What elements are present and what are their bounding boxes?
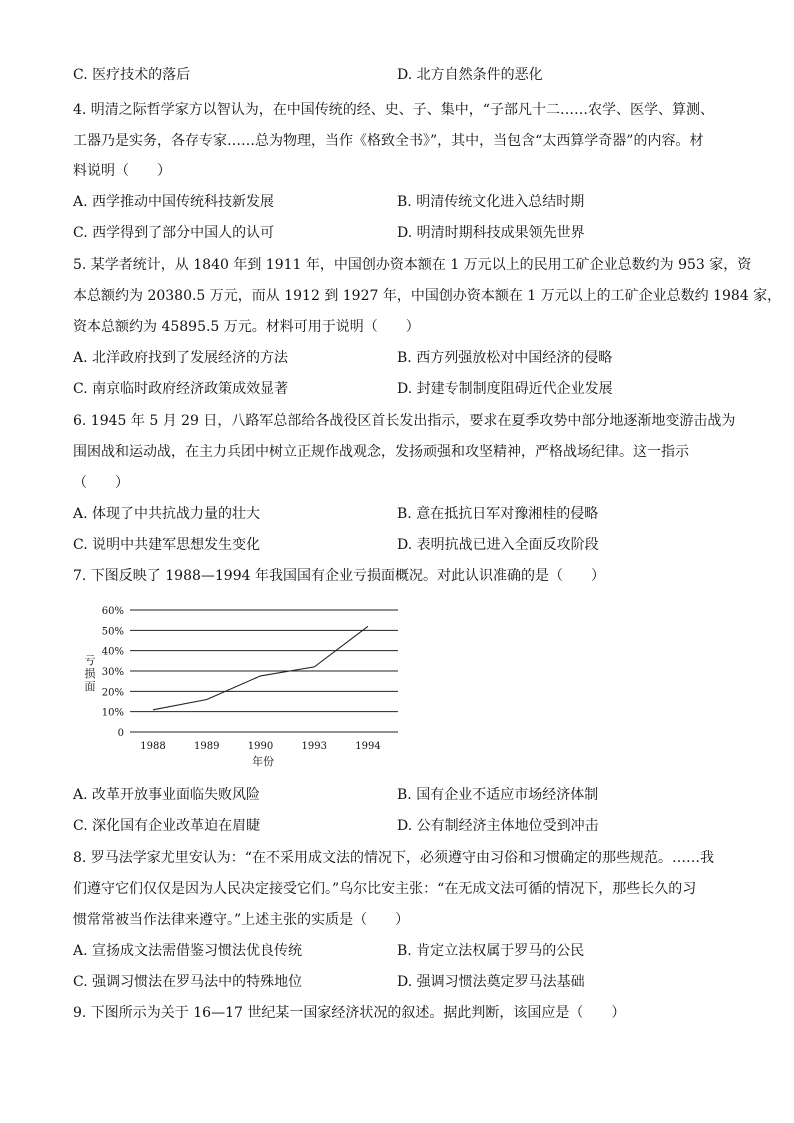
q4-stem-line-3: 料说明（ ） — [73, 163, 171, 179]
q6-stem-line-1: 6. 1945 年 5 月 29 日，八路军总部给各战役区首长发出指示，要求在夏季攻势中部分地逐渐地变游击战为 — [73, 413, 736, 429]
chart-x-tick-label: 1989 — [194, 741, 220, 752]
q8-option-d: D. 强调习惯法奠定罗马法基础 — [397, 974, 585, 990]
chart-x-axis-label: 年份 — [252, 755, 274, 768]
chart-y-tick-label: 20% — [101, 687, 124, 699]
q4-option-a: A. 西学推动中国传统科技新发展 — [73, 194, 275, 210]
q5-option-c: C. 南京临时政府经济政策成效显著 — [73, 381, 289, 397]
chart-y-tick-label: 60% — [101, 606, 124, 617]
q6-stem-line-2: 围困战和运动战，在主力兵团中树立正规作战观念，发扬顽强和攻坚精神，严格战场纪律。这一指示 — [73, 444, 689, 460]
chart-x-tick-label: 1994 — [355, 741, 381, 752]
chart-y-tick-label: 50% — [101, 626, 124, 638]
q5-option-a: A. 北洋政府找到了发展经济的方法 — [73, 350, 289, 366]
q6-option-d: D. 表明抗战已进入全面反攻阶段 — [397, 537, 599, 553]
q6-option-a: A. 体现了中共抗战力量的壮大 — [73, 506, 261, 522]
chart-y-tick-labels — [102, 606, 124, 739]
chart-x-tick-label: 1993 — [301, 741, 327, 752]
chart-x-tick-label: 1988 — [140, 741, 166, 752]
chart-y-axis-label — [85, 654, 96, 693]
q3-option-d: D. 北方自然条件的恶化 — [397, 67, 543, 83]
chart-y-axis-label-char: 亏 — [84, 654, 96, 667]
chart-y-axis-label-char: 损 — [84, 667, 96, 680]
q4-option-d: D. 明清时期科技成果领先世界 — [397, 225, 585, 241]
q4-stem-line-1: 4. 明清之际哲学家方以智认为，在中国传统的经、史、子、集中，“子部凡十二……农学、医学、算测、 — [73, 102, 714, 118]
q8-option-c: C. 强调习惯法在罗马法中的特殊地位 — [73, 974, 303, 990]
chart-y-tick-label: 40% — [101, 646, 124, 658]
chart-gridlines — [130, 610, 398, 732]
q8-stem-line-3: 惯常常被当作法律来遵守。”上述主张的实质是（ ） — [73, 912, 410, 928]
q4-option-b: B. 明清传统文化进入总结时期 — [397, 194, 585, 210]
q7-option-d: D. 公有制经济主体地位受到冲击 — [397, 818, 599, 834]
q9-stem-line-1: 9. 下图所示为关于 16—17 世纪某一国家经济状况的叙述。据此判断，该国应是（ ） — [73, 1005, 626, 1021]
q5-stem-line-1: 5. 某学者统计，从 1840 年到 1911 年，中国创办资本额在 1 万元以上的民用工矿企业总数约为 953 家，资 — [73, 257, 752, 273]
q7-option-c: C. 深化国有企业改革迫在眉睫 — [73, 818, 261, 834]
q8-stem-line-2: 们遵守它们仅仅是因为人民决定接受它们。”乌尔比安主张：“在无成文法可循的情况下，那些长久的习 — [73, 881, 697, 897]
q8-stem-line-1: 8. 罗马法学家尤里安认为：“在不采用成文法的情况下，必须遵守由习俗和习惯确定的那些规范。……我 — [73, 850, 714, 866]
q7-stem-line-1: 7. 下图反映了 1988—1994 年我国国有企业亏损面概况。对此认识准确的是（ ） — [73, 568, 605, 584]
q5-option-b: B. 西方列强放松对中国经济的侵略 — [397, 350, 613, 366]
chart-y-tick-label: 30% — [101, 667, 124, 678]
q6-option-c: C. 说明中共建军思想发生变化 — [73, 537, 261, 553]
q4-option-c: C. 西学得到了部分中国人的认可 — [73, 225, 275, 241]
q3-option-c: C. 医疗技术的落后 — [73, 67, 191, 83]
q6-option-b: B. 意在抵抗日军对豫湘桂的侵略 — [397, 506, 599, 522]
q8-option-a: A. 宣扬成文法需借鉴习惯法优良传统 — [73, 943, 303, 959]
chart-y-axis-label-char: 面 — [84, 680, 96, 693]
loss-rate-line-chart — [60, 596, 420, 774]
chart-x-tick-label: 1990 — [247, 741, 274, 752]
q8-option-b: B. 肯定立法权属于罗马的公民 — [397, 943, 585, 959]
chart-x-tick-labels — [140, 741, 380, 752]
q7-option-a: A. 改革开放事业面临失败风险 — [73, 787, 261, 803]
q4-stem-line-2: 工器乃是实务，各存专家……总为物理，当作《格致全书》”，其中，当包含“太西算学奇器”的内容。材 — [73, 133, 704, 149]
chart-series-line — [153, 626, 368, 710]
q5-stem-line-3: 资本总额约为 45895.5 万元。材料可用于说明（ ） — [73, 319, 420, 335]
q7-option-b: B. 国有企业不适应市场经济体制 — [397, 787, 599, 803]
q5-option-d: D. 封建专制制度阻碍近代企业发展 — [397, 381, 613, 397]
q5-stem-line-2: 本总额约为 20380.5 万元，而从 1912 到 1927 年，中国创办资本额在 1 万元以上的工矿企业总数约 1984 家， — [73, 288, 782, 304]
q6-stem-line-3: （ ） — [73, 475, 129, 491]
chart-y-tick-label: 10% — [101, 707, 124, 719]
chart-y-tick-label: 0 — [117, 728, 124, 739]
